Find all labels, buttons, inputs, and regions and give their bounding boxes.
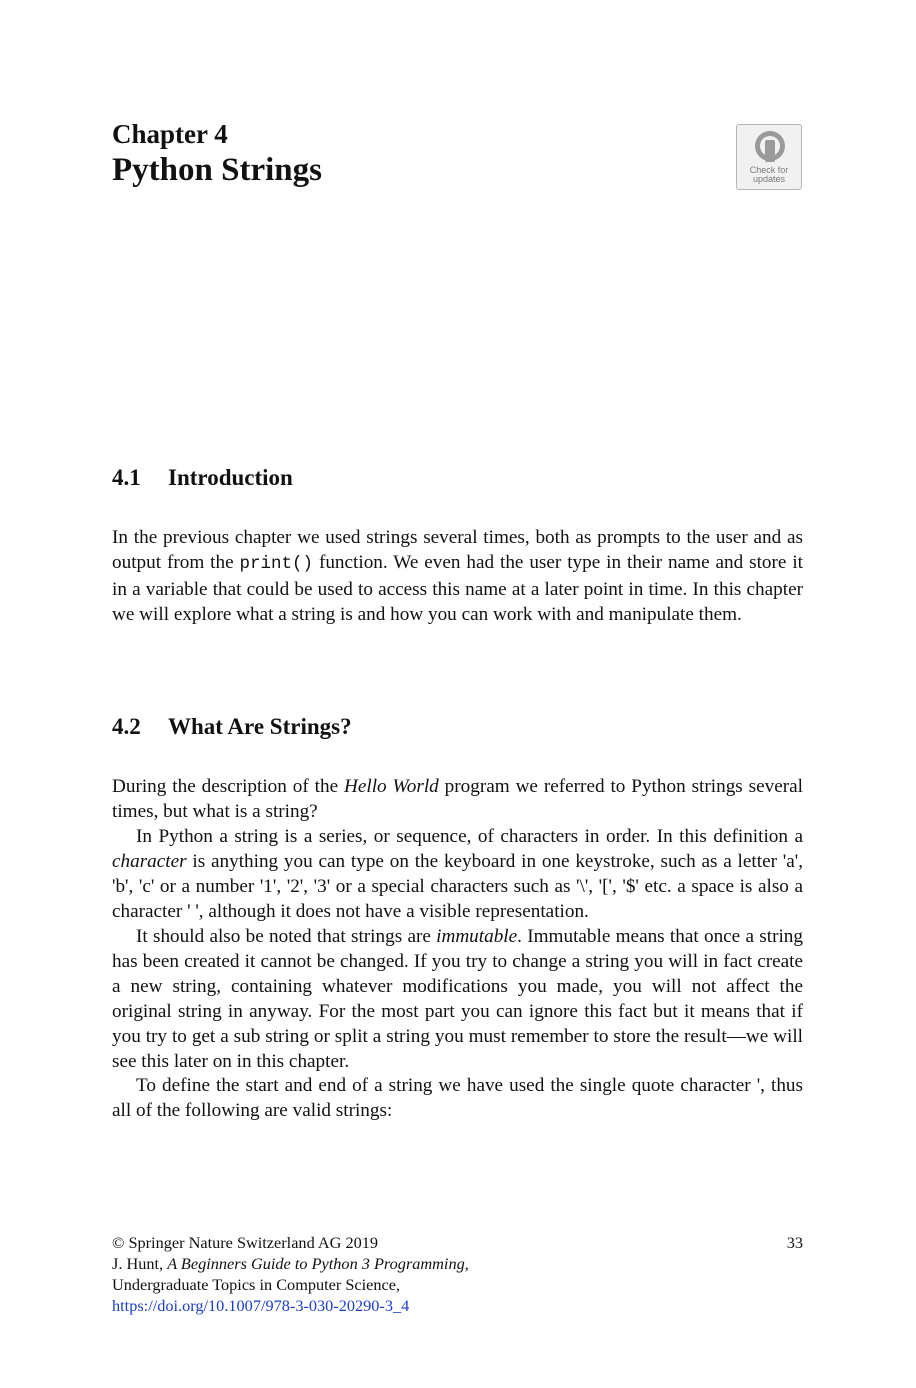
intro-paragraph (112, 525, 803, 627)
check-for-updates-badge[interactable] (736, 124, 802, 190)
citation-line (112, 1253, 803, 1274)
check-for-updates-label: Check for updates (749, 165, 789, 184)
check-for-updates-icon (754, 130, 786, 164)
page-footer (112, 1232, 803, 1316)
emphasis-hello-world: Hello World (344, 776, 439, 797)
strings-paragraph-2 (112, 824, 803, 924)
strings-paragraph-4 (112, 1073, 803, 1123)
section-heading-introduction (112, 464, 293, 492)
text-run: In Python a string is a series, or sequence, of characters in order. In this definition a (136, 826, 803, 847)
text-run: function. We even had the user type in their name and store it in a variable that could be used to access this name at a later point in time. In this chapter we will explore what a string is and how you can work with and manipulate them. (112, 552, 803, 625)
section-number: 4.2 (112, 714, 141, 739)
text-run: To define the start and end of a string we have used the single quote character ', thus all of the following are valid strings: (112, 1075, 803, 1121)
section-heading-what-are-strings (112, 713, 352, 741)
text-run: is anything you can type on the keyboard in one keystroke, such as a letter 'a', 'b', 'c' or a number '1', '2', '3' or a special characters such as '\', '[', '$' etc. a space is also a character ' ', although it does not have a visible representation. (112, 851, 803, 922)
chapter-label: Chapter 4 (112, 119, 228, 149)
series-line: Undergraduate Topics in Computer Science, (112, 1275, 401, 1294)
book-title: A Beginners Guide to Python 3 Programming (167, 1254, 465, 1273)
doi-link[interactable]: https://doi.org/10.1007/978-3-030-20290-3_4 (112, 1296, 410, 1315)
text-run: During the description of the (112, 776, 345, 797)
section-number: 4.1 (112, 465, 141, 490)
chapter-title: Python Strings (112, 152, 322, 188)
citation-punct: , (464, 1254, 469, 1273)
text-run: In the previous chapter we used strings several times, both as prompts to the user and as output from the (112, 527, 803, 573)
copyright-line: © Springer Nature Switzerland AG 2019 (112, 1233, 379, 1252)
text-run: program we referred to Python strings several times, but what is a string? (112, 776, 803, 822)
emphasis-character: character (112, 851, 187, 872)
author: J. Hunt, (112, 1254, 168, 1273)
section-title: What Are Strings? (168, 714, 352, 739)
page-number: 33 (786, 1233, 803, 1252)
inline-code-print: print() (239, 554, 314, 574)
emphasis-immutable: immutable (436, 926, 518, 947)
text-run: . Immutable means that once a string has been created it cannot be changed. If you try to change a string you will in fact create a new string, containing whatever modifications you made, you will not affect the original string in anyway. For the most part you can ignore this fact but it means that if you try to get a sub string or split a string you must remember to store the result—we will see this later on in this chapter. (112, 926, 803, 1072)
section-title: Introduction (168, 465, 293, 490)
strings-paragraph-1 (112, 774, 803, 824)
text-run: It should also be noted that strings are (136, 926, 437, 947)
strings-paragraph-3 (112, 924, 803, 1074)
